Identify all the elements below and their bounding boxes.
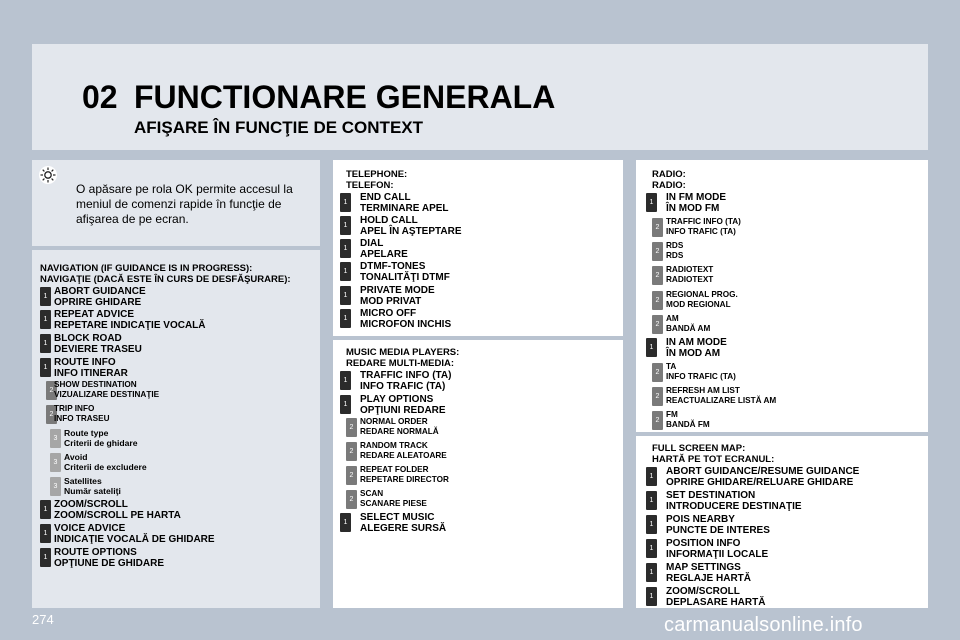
menu-level-badge: 1 xyxy=(340,309,351,328)
menu-item-ro: ALEGERE SURSĂ xyxy=(360,523,447,534)
menu-item-ro: PUNCTE DE INTERES xyxy=(666,525,770,536)
menu-item-en: ZOOM/SCROLL xyxy=(54,499,128,510)
menu-level-badge: 1 xyxy=(40,500,51,519)
menu-item-en: SCAN xyxy=(360,489,384,498)
menu-item-en: TRAFFIC INFO (TA) xyxy=(666,217,741,226)
menu-item-en: MICRO OFF xyxy=(360,308,417,319)
menu-level-badge: 1 xyxy=(646,193,657,212)
menu-item xyxy=(666,538,768,560)
menu-item-ro: RADIOTEXT xyxy=(666,275,714,284)
menu-item-ro: MICROFON INCHIS xyxy=(360,319,452,330)
menu-level-badge: 1 xyxy=(40,358,51,377)
menu-item xyxy=(360,215,462,237)
menu-item-en: AM xyxy=(666,314,679,323)
menu-item-ro: REGLAJE HARTĂ xyxy=(666,573,752,584)
menu-level-badge: 1 xyxy=(646,467,657,486)
menu-item-en: ROUTE OPTIONS xyxy=(54,547,137,558)
menu-item xyxy=(666,265,713,285)
menu-level-badge: 2 xyxy=(652,218,663,237)
page-subtitle: AFIŞARE ÎN FUNCŢIE DE CONTEXT xyxy=(134,118,424,137)
menu-item xyxy=(666,241,683,261)
telephone-heading-ro: TELEFON: xyxy=(346,180,394,191)
menu-level-badge: 3 xyxy=(50,477,61,496)
menu-item-en: ZOOM/SCROLL xyxy=(666,586,740,597)
menu-item-ro: REDARE NORMALĂ xyxy=(360,427,439,436)
menu-item-ro: APELARE xyxy=(360,249,408,260)
menu-item-en: NORMAL ORDER xyxy=(360,417,428,426)
menu-item-en: ROUTE INFO xyxy=(54,357,116,368)
fullmap-heading xyxy=(652,443,774,465)
menu-item xyxy=(360,308,451,330)
navigation-heading-en: NAVIGATION (IF GUIDANCE IS IN PROGRESS): xyxy=(40,263,253,274)
menu-item-en: Route type xyxy=(64,428,109,438)
menu-level-badge: 1 xyxy=(340,395,351,414)
menu-level-badge: 2 xyxy=(346,490,357,509)
menu-item-en: RANDOM TRACK xyxy=(360,441,428,450)
menu-item-ro: MOD PRIVAT xyxy=(360,296,422,307)
menu-item xyxy=(666,386,776,406)
menu-item-ro: BANDĂ FM xyxy=(666,420,710,429)
menu-item-en: REPEAT FOLDER xyxy=(360,465,429,474)
menu-item-en: SELECT MUSIC xyxy=(360,512,435,523)
menu-level-badge: 2 xyxy=(652,387,663,406)
menu-item-en: FM xyxy=(666,410,678,419)
menu-level-badge: 1 xyxy=(40,548,51,567)
menu-item-en: PLAY OPTIONS xyxy=(360,394,434,405)
menu-level-badge: 2 xyxy=(46,405,57,424)
menu-level-badge: 3 xyxy=(50,453,61,472)
page-number: 274 xyxy=(32,612,54,627)
menu-item xyxy=(64,452,147,472)
menu-level-badge: 1 xyxy=(646,587,657,606)
menu-item-ro: REPETARE INDICAŢIE VOCALĂ xyxy=(54,320,206,331)
menu-item xyxy=(360,261,450,283)
menu-level-badge: 2 xyxy=(652,411,663,430)
menu-item-en: POIS NEARBY xyxy=(666,514,735,525)
menu-level-badge: 1 xyxy=(340,216,351,235)
menu-item-en: REGIONAL PROG. xyxy=(666,290,738,299)
page-title: FUNCTIONARE GENERALA xyxy=(134,79,556,115)
menu-item-en: DTMF-TONES xyxy=(360,261,426,272)
menu-item xyxy=(360,285,435,307)
menu-item xyxy=(360,238,408,260)
menu-level-badge: 1 xyxy=(340,371,351,390)
menu-item-en: POSITION INFO xyxy=(666,538,741,549)
menu-item xyxy=(360,394,446,416)
menu-item-ro: OPŢIUNI REDARE xyxy=(360,405,446,416)
menu-item xyxy=(360,489,427,509)
menu-item-ro: RDS xyxy=(666,251,684,260)
menu-item-en: ABORT GUIDANCE xyxy=(54,286,146,297)
chapter-number: 02 xyxy=(82,79,118,115)
menu-item-ro: APEL ÎN AŞTEPTARE xyxy=(360,226,462,237)
menu-item xyxy=(360,512,446,534)
menu-item-ro: ZOOM/SCROLL PE HARTA xyxy=(54,510,181,521)
menu-item-ro: INFO TRAFIC (TA) xyxy=(666,372,736,381)
menu-item xyxy=(54,547,164,569)
menu-item-en: Avoid xyxy=(64,452,88,462)
navigation-heading-ro: NAVIGAŢIE (DACĂ ESTE ÎN CURS DE DESFĂŞURARE): xyxy=(40,274,291,285)
menu-item-ro: REPETARE DIRECTOR xyxy=(360,475,449,484)
menu-level-badge: 1 xyxy=(646,539,657,558)
menu-item-ro: Criterii de excludere xyxy=(64,462,147,472)
menu-item xyxy=(54,309,206,331)
fullmap-heading-ro: HARTĂ PE TOT ECRANUL: xyxy=(652,454,775,465)
menu-item-ro: BANDĂ AM xyxy=(666,324,711,333)
menu-level-badge: 2 xyxy=(346,418,357,437)
telephone-heading xyxy=(346,169,407,191)
menu-item-ro: OPRIRE GHIDARE/RELUARE GHIDARE xyxy=(666,477,854,488)
menu-item xyxy=(666,362,736,382)
menu-item-en: TA xyxy=(666,362,677,371)
menu-item-ro: INFORMAŢII LOCALE xyxy=(666,549,769,560)
menu-item-en: IN AM MODE xyxy=(666,337,727,348)
menu-item-en: SET DESTINATION xyxy=(666,490,756,501)
menu-level-badge: 1 xyxy=(340,513,351,532)
radio-heading-en: RADIO: xyxy=(652,169,686,180)
menu-item xyxy=(54,333,142,355)
menu-item-en: RDS xyxy=(666,241,684,250)
menu-level-badge: 1 xyxy=(646,491,657,510)
menu-item xyxy=(54,523,215,545)
sun-icon xyxy=(38,165,58,185)
menu-item-ro: INFO TRASEU xyxy=(54,414,110,423)
menu-item xyxy=(666,562,751,584)
watermark: carmanualsonline.info xyxy=(664,614,863,636)
music-heading-ro: REDARE MULTI-MEDIA: xyxy=(346,358,455,369)
menu-item xyxy=(666,490,802,512)
menu-level-badge: 2 xyxy=(652,266,663,285)
menu-level-badge: 1 xyxy=(340,193,351,212)
menu-item xyxy=(54,357,128,379)
menu-item-en: BLOCK ROAD xyxy=(54,333,122,344)
menu-item-en: END CALL xyxy=(360,192,411,203)
menu-item-en: REFRESH AM LIST xyxy=(666,386,740,395)
menu-level-badge: 1 xyxy=(646,563,657,582)
music-heading-en: MUSIC MEDIA PLAYERS: xyxy=(346,347,460,358)
menu-item-ro: TERMINARE APEL xyxy=(360,203,449,214)
menu-item xyxy=(360,370,451,392)
menu-level-badge: 1 xyxy=(40,287,51,306)
menu-item-ro: REACTUALIZARE LISTĂ AM xyxy=(666,396,777,405)
menu-item-en: Satellites xyxy=(64,476,102,486)
music-heading xyxy=(346,347,459,369)
menu-item-ro: SCANARE PIESE xyxy=(360,499,427,508)
menu-item xyxy=(666,217,741,237)
menu-item-ro: REDARE ALEATOARE xyxy=(360,451,447,460)
menu-level-badge: 2 xyxy=(652,242,663,261)
menu-item xyxy=(54,380,159,400)
menu-item-ro: INFO TRAFIC (TA) xyxy=(666,227,736,236)
menu-item-ro: TONALITĂŢI DTMF xyxy=(360,272,450,283)
menu-item-en: REPEAT ADVICE xyxy=(54,309,135,320)
menu-item xyxy=(360,192,449,214)
menu-item-ro: INFO TRAFIC (TA) xyxy=(360,381,446,392)
radio-heading xyxy=(652,169,686,191)
menu-item xyxy=(64,476,121,496)
menu-item-en: ABORT GUIDANCE/RESUME GUIDANCE xyxy=(666,466,860,477)
menu-item xyxy=(64,428,138,448)
menu-level-badge: 1 xyxy=(646,338,657,357)
menu-level-badge: 2 xyxy=(46,381,57,400)
radio-heading-ro: RADIO: xyxy=(652,180,686,191)
menu-item-ro: OPRIRE GHIDARE xyxy=(54,297,142,308)
menu-item-en: IN FM MODE xyxy=(666,192,726,203)
menu-item xyxy=(666,337,727,359)
menu-item-ro: MOD REGIONAL xyxy=(666,300,731,309)
menu-level-badge: 1 xyxy=(340,286,351,305)
menu-item-ro: INDICAŢIE VOCALĂ DE GHIDARE xyxy=(54,534,215,545)
menu-item xyxy=(54,404,110,424)
menu-level-badge: 3 xyxy=(50,429,61,448)
navigation-heading xyxy=(40,263,291,285)
menu-level-badge: 1 xyxy=(646,515,657,534)
menu-item xyxy=(360,441,447,461)
menu-item-ro: INFO ITINERAR xyxy=(54,368,128,379)
menu-level-badge: 1 xyxy=(340,239,351,258)
menu-item-ro: DEPLASARE HARTĂ xyxy=(666,597,766,608)
tip-text: O apăsare pe rola OK permite accesul la meniul de comenzi rapide în funcţie de afişarea de pe ecran. xyxy=(76,182,293,226)
menu-level-badge: 1 xyxy=(40,310,51,329)
menu-item-en: DIAL xyxy=(360,238,384,249)
menu-item-en: TRIP INFO xyxy=(54,404,95,413)
menu-item xyxy=(666,466,859,488)
menu-item-en: PRIVATE MODE xyxy=(360,285,435,296)
menu-item xyxy=(666,192,726,214)
menu-item xyxy=(360,465,449,485)
menu-item xyxy=(666,314,710,334)
menu-item-ro: DEVIERE TRASEU xyxy=(54,344,142,355)
menu-level-badge: 2 xyxy=(652,363,663,382)
menu-level-badge: 1 xyxy=(340,262,351,281)
menu-level-badge: 2 xyxy=(652,315,663,334)
menu-level-badge: 1 xyxy=(40,334,51,353)
menu-item xyxy=(666,586,765,608)
menu-item xyxy=(360,417,439,437)
menu-item-ro: OPŢIUNE DE GHIDARE xyxy=(54,558,165,569)
menu-item xyxy=(666,290,738,310)
menu-level-badge: 2 xyxy=(346,442,357,461)
menu-level-badge: 2 xyxy=(346,466,357,485)
menu-item-en: RADIOTEXT xyxy=(666,265,714,274)
menu-level-badge: 2 xyxy=(652,291,663,310)
menu-level-badge: 1 xyxy=(40,524,51,543)
menu-item-en: HOLD CALL xyxy=(360,215,418,226)
menu-item-ro: VIZUALIZARE DESTINAŢIE xyxy=(54,390,160,399)
menu-item xyxy=(54,499,181,521)
menu-item-ro: ÎN MOD FM xyxy=(666,203,720,214)
menu-item xyxy=(666,410,710,430)
menu-item xyxy=(54,286,146,308)
menu-item xyxy=(666,514,770,536)
menu-item-en: MAP SETTINGS xyxy=(666,562,741,573)
menu-item-ro: Criterii de ghidare xyxy=(64,438,138,448)
menu-item-ro: INTRODUCERE DESTINAŢIE xyxy=(666,501,802,512)
menu-item-ro: Număr sateliţi xyxy=(64,486,121,496)
telephone-heading-en: TELEPHONE: xyxy=(346,169,408,180)
fullmap-heading-en: FULL SCREEN MAP: xyxy=(652,443,746,454)
menu-item-en: SHOW DESTINATION xyxy=(54,380,137,389)
menu-item-en: VOICE ADVICE xyxy=(54,523,126,534)
menu-item-en: TRAFFIC INFO (TA) xyxy=(360,370,452,381)
menu-item-ro: ÎN MOD AM xyxy=(666,348,721,359)
